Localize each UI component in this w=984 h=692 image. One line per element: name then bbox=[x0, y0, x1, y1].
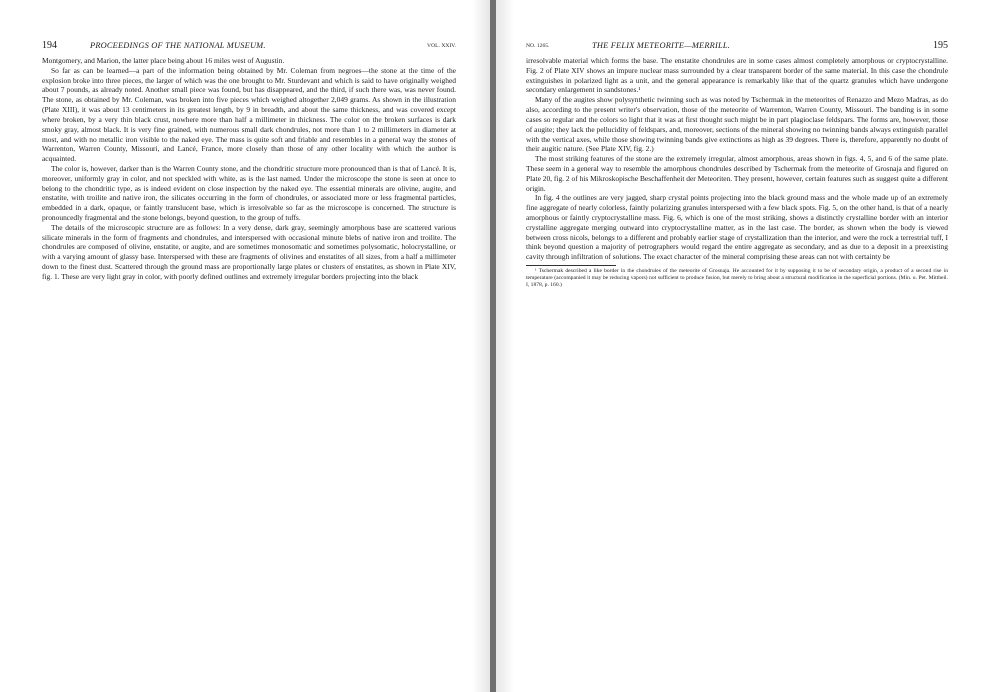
right-page bbox=[496, 0, 984, 692]
paragraph: Many of the augites show polysynthetic twinning such as was noted by Tschermak in the meteorites of Renazzo and Mezo Madras, as do also, according to the present writer's observation, those of the meteorite of Warrenton, Warren County, Missouri. The banding is in some cases so regular and the colors so light that it was at first thought such might be in part plagioclase feldspars. The forms are, however, those of augite; they lack the pellucidity of feldspars, and, moreover, sections of the mineral showing no twinning bands always extinguish parallel with the vertical axes, while those showing twinning bands give extinctions as high as 39 degrees. There is, therefore, apparently no doubt of their augitic nature. (See Plate XIV, fig. 2.) bbox=[526, 95, 948, 154]
gutter-shadow bbox=[472, 0, 490, 692]
paragraph: The most striking features of the stone are the extremely irregular, almost amorphous, areas shown in figs. 4, 5, and 6 of the same plate. These seem in a general way to resemble the amorphous chondrules described by Tschermak from the meteorite of Grosnaja and figured on Plate 20, fig. 2 of his Mikroskopische Beschaffenheit der Meteoriten. They present, however, certain features such as suggest quite a different origin. bbox=[526, 154, 948, 193]
running-head bbox=[526, 39, 948, 53]
body-text bbox=[526, 56, 948, 262]
paragraph: The color is, however, darker than is the Warren County stone, and the chondritic structure more pronounced than is that of Lancé. It is, moreover, uniformly gray in color, and not speckled with white, as is the last named. Under the microscope the stone is seen at once to belong to the chondritic type, as is indeed evident on close inspection by the naked eye. The essential minerals are olivine, augite, and enstatite, with troilite and native iron, the silicates occurring in the form of chondrules, or associated more or less fragmental particles, embedded in a dark, opaque, or faintly translucent base, which is irresolvable so far as the microscope is concerned. The structure is pronouncedly fragmental and the stone belongs, beyond question, to the group of tuffs. bbox=[42, 163, 456, 222]
gutter-shadow bbox=[496, 0, 514, 692]
footnote: ¹ Tschermak described a like border in the chondrules of the meteorite of Grosnaja. He accounted for it by supposing it to be of secondary origin, a product of a second rise in temperature (accompanied it may be reducing vapors) not sufficient to produce fusion, but merely to bring about a structural modification in the superficial portions. (Min. u. Pet. Mittheil. I, 1878, p. 160.) bbox=[526, 268, 948, 289]
paragraph: Montgomery, and Marion, the latter place being about 16 miles west of Augustin. bbox=[42, 56, 285, 65]
running-head bbox=[42, 39, 456, 53]
running-title: THE FELIX METEORITE—MERRILL. bbox=[592, 41, 730, 50]
volume-label: VOL. XXIV. bbox=[427, 43, 456, 49]
running-title: PROCEEDINGS OF THE NATIONAL MUSEUM. bbox=[90, 41, 266, 50]
paragraph: In fig. 4 the outlines are very jagged, sharp crystal points projecting into the black ground mass and the whole made up of an extremely fine aggregate of nearly colorless, faintly polarizing granules interspersed with a few black spots. Fig. 5, on the other hand, is that of a nearly amorphous or faintly cryptocrystalline mass. Fig. 6, which is one of the most striking, shows a distinctly crystalline border with an interior crystalline aggregate merging outward into cryptocrystalline matter, as in the last case. The border, as shown when the body is viewed between cross nicols, belongs to a different and probably earlier stage of crystallization than the interior, and were the rock a terrestrial tuff, I think beyond question a majority of petrographers would regard the entire aggregate as secondary, and as due to a deposit in a preexisting cavity through infiltration of solutions. The exact character of the mineral comprising these areas can not with certainty be bbox=[526, 193, 948, 262]
page-number: 194 bbox=[42, 40, 57, 51]
paragraph: irresolvable material which forms the base. The enstatite chondrules are in some cases almost completely amorphous or cryptocrystalline. Fig. 2 of Plate XIV shows an impure nuclear mass surrounded by a clear transparent border of the same material. In this case the chondrule extinguishes in polarized light as a unit, and the general appearance is remarkably like that of the quartz granules which have undergone secondary enlargement in sandstones.¹ bbox=[526, 56, 948, 95]
body-text bbox=[42, 56, 456, 282]
paragraph: The details of the microscopic structure are as follows: In a very dense, dark gray, seemingly amorphous base are scattered various silicate minerals in the form of fragments and chondrules, and interspersed with occasional minute blebs of native iron and troilite. The chondrules are composed of olivine, enstatite, or augite, and are sometimes monosomatic and sometimes polysomatic, holocrystalline, or with a varying amount of glassy base. Interspersed with these are fragments of olivines and enstatites of all sizes, from a half a millimeter down to the finest dust. Scattered through the ground mass are proportionally large plates or clusters of enstatites, as shown in Plate XIV, fig. 1. These are very light gray in color, with poorly defined outlines and extremely irregular borders projecting into the black bbox=[42, 222, 456, 281]
footnote-rule bbox=[526, 265, 616, 266]
paragraph: So far as can be learned—a part of the information being obtained by Mr. Coleman from negroes—the stone at the time of the explosion broke into three pieces, the larger of which was the one brought to Mr. Sturdevant and which is said to have originally weighed about 7 pounds, as already noted. Another small piece was found, but has disappeared, and the third, if such there was, was never found. The stone, as obtained by Mr. Coleman, was broken into five pieces which weighed altogether 2,049 grams. As shown in the illustration (Plate XIII), it was about 13 centimeters in its greatest length, by 9 in breadth, and about the same thickness, and was covered except where broken, by a very thin black crust, nowhere more than half a millimeter in thickness. The color on the broken surfaces is dark smoky gray, almost black. It is very fine grained, with numerous small dark chondrules, not more than 1 to 2 millimeters in diameter at most, and with no metallic iron visible to the naked eye. The mass is quite soft and friable and resembles in a general way the stones of Warrenton, Warren County, Missouri, and Lancé, France, more closely than those of any other locality with which the author is acquainted. bbox=[42, 65, 456, 164]
number-label: NO. 1265. bbox=[526, 43, 550, 49]
left-page bbox=[0, 0, 490, 692]
page-number: 195 bbox=[933, 40, 948, 51]
